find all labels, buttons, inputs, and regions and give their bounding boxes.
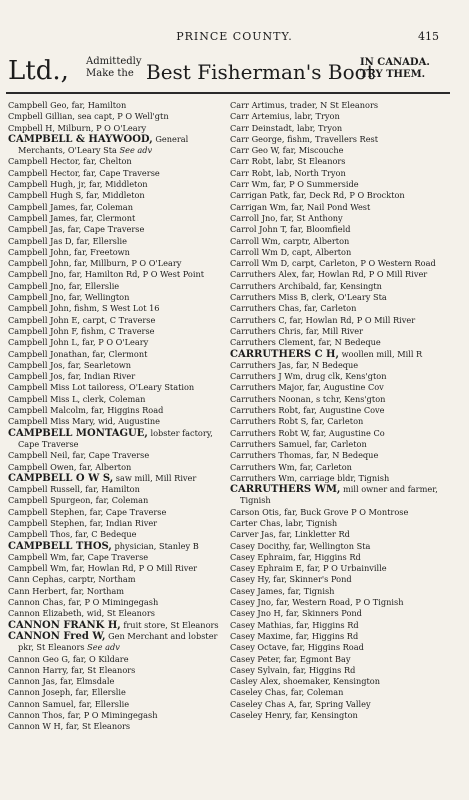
entry-text: Casey Ephraim, far, Higgins Rd	[230, 551, 361, 562]
directory-entry	[230, 484, 444, 507]
entry-text: Gen Merchant and lobster pkr, St Eleanors	[18, 630, 218, 653]
directory-entry	[8, 337, 222, 348]
entry-text: Cannon W H, far, St Eleanors	[8, 721, 131, 732]
entry-text: Carruthers Major, far, Augustine Cov	[230, 382, 384, 393]
entry-text: Carter Chas, labr, Tignish	[230, 517, 338, 528]
directory-entry	[230, 597, 444, 608]
directory-entry	[8, 349, 222, 360]
directory-entry	[230, 710, 444, 721]
entry-name: CARRUTHERS WM,	[230, 484, 341, 496]
directory-entry	[230, 202, 444, 213]
entry-text: Campbell Jas, far, Cape Traverse	[8, 224, 145, 235]
directory-entry	[230, 179, 444, 190]
directory-entry	[8, 224, 222, 235]
entry-text: Carruthers Clement, far, N Bedeque	[230, 337, 381, 348]
entry-text: Carruthers Samuel, far, Carleton	[230, 438, 367, 449]
directory-entry	[8, 518, 222, 529]
directory-entry	[8, 484, 222, 495]
banner-canada-line1: IN CANADA.	[360, 57, 430, 68]
entry-text: physician, Stanley B	[111, 540, 199, 551]
directory-entry	[8, 699, 222, 710]
entry-text: Carrigan Patk, far, Deck Rd, P O Brockton	[230, 190, 405, 201]
directory-entry	[8, 563, 222, 574]
page-number: 415	[418, 30, 439, 43]
entry-text: Carr Artemius, labr, Tryon	[230, 111, 340, 122]
directory-entry	[230, 462, 444, 473]
entry-text: Casley Alex, shoemaker, Kensington	[230, 676, 380, 687]
directory-entry	[230, 269, 444, 280]
entry-text: Cannon Chas, far, P O Mimingegash	[8, 597, 159, 608]
directory-entry	[230, 247, 444, 258]
entry-text: Campbell Jno, far, Wellington	[8, 292, 130, 303]
entry-name: CAMPBELL MONTAGUE,	[8, 427, 148, 439]
entry-text: Campbell John L, far, P O O'Leary	[8, 337, 149, 348]
directory-entry	[8, 202, 222, 213]
entry-text: Carr George, fishm, Travellers Rest	[230, 133, 379, 144]
directory-entry	[8, 236, 222, 247]
right-column	[230, 100, 444, 721]
directory-entry	[8, 473, 222, 484]
entry-text: fruit store, St Eleanors	[120, 619, 219, 630]
entry-text: Casey Jno, far, Western Road, P O Tignish	[230, 597, 404, 608]
entry-name: CAMPBELL O W S,	[8, 472, 114, 484]
entry-text: Carver Jas, far, Linkletter Rd	[230, 529, 350, 540]
entry-text: Casey Octave, far, Higgins Road	[230, 642, 364, 653]
directory-entry	[230, 123, 444, 134]
left-column	[8, 100, 222, 733]
directory-entry	[230, 507, 444, 518]
directory-entry	[8, 416, 222, 427]
directory-entry	[230, 145, 444, 156]
entry-text: Casey Mathias, far, Higgins Rd	[230, 619, 359, 630]
entry-text: Casey Maxime, far, Higgins Rd	[230, 630, 359, 641]
county-title: PRINCE COUNTY.	[176, 30, 293, 43]
directory-entry	[230, 665, 444, 676]
entry-text: Carruthers Chris, far, Mill River	[230, 325, 363, 336]
banner-ltd: Ltd.,	[8, 56, 69, 86]
directory-entry	[230, 382, 444, 393]
directory-entry	[230, 699, 444, 710]
directory-entry	[230, 371, 444, 382]
directory-entry	[230, 642, 444, 653]
entry-text: Carr Robt, labr, St Eleanors	[230, 156, 346, 167]
directory-entry	[8, 462, 222, 473]
entry-text: Campbell Russell, far, Hamilton	[8, 484, 140, 495]
page-header	[0, 30, 469, 46]
directory-entry	[230, 224, 444, 235]
entry-text: mill owner and farmer, Tignish	[240, 484, 438, 506]
entry-text: Campbell Miss Lot tailoress, O'Leary Station	[8, 382, 195, 393]
directory-entry	[230, 563, 444, 574]
directory-entry	[8, 631, 222, 654]
entry-text: Campbell Jos, far, Indian River	[8, 371, 136, 382]
directory-entry	[8, 529, 222, 540]
entry-text: Carr Deinstadt, labr, Tryon	[230, 122, 343, 133]
directory-entry	[8, 303, 222, 314]
entry-text: Cannon Jas, far, Elmsdale	[8, 676, 115, 687]
directory-entry	[8, 495, 222, 506]
entry-text: Carrol John T, far, Bloomfield	[230, 224, 351, 235]
banner-admitted-line2: Make the	[86, 68, 134, 79]
directory-entry	[230, 360, 444, 371]
entry-text: Campbell James, far, Clermont	[8, 212, 136, 223]
directory-entry	[8, 123, 222, 134]
header-rule	[6, 92, 450, 94]
entry-text: woollen mill, Mill R	[338, 348, 423, 359]
directory-entry	[230, 349, 444, 360]
entry-text: Cann Cephas, carptr, Northam	[8, 574, 136, 585]
entry-text: Carruthers Thomas, far, N Bedeque	[230, 450, 379, 461]
directory-entry	[8, 360, 222, 371]
entry-text: Carroll Wm, carptr, Alberton	[230, 235, 350, 246]
directory-entry	[230, 608, 444, 619]
directory-entry	[8, 541, 222, 552]
entry-text: Carruthers Archibald, far, Kensingtn	[230, 280, 382, 291]
entry-name: CAMPBELL THOS,	[8, 540, 112, 552]
directory-entry	[230, 281, 444, 292]
banner-canada-line2: TRY THEM.	[360, 69, 426, 80]
entry-text: Carruthers Robt W, far, Augustine Co	[230, 427, 385, 438]
entry-text: Carr Wm, far, P O Summerside	[230, 179, 359, 190]
entry-text: Cannon Geo G, far, O Kildare	[8, 653, 129, 664]
entry-text: Carr Artimus, trader, N St Eleanors	[230, 100, 379, 110]
directory-entry	[8, 394, 222, 405]
directory-entry	[8, 574, 222, 585]
advertisement-banner	[6, 54, 450, 94]
directory-entry	[8, 450, 222, 461]
directory-entry	[230, 190, 444, 201]
entry-text: Cann Herbert, far, Northam	[8, 585, 125, 596]
directory-entry	[8, 168, 222, 179]
entry-text: Carruthers Robt, far, Augustine Cove	[230, 405, 385, 416]
directory-entry	[8, 405, 222, 416]
directory-entry	[8, 292, 222, 303]
entry-name: CAMPBELL & HAYWOOD,	[8, 133, 153, 145]
entry-text: Campbell James, far, Coleman	[8, 201, 133, 212]
entry-text: Cmpbell Gillian, sea capt, P O Well'gtn	[8, 111, 169, 122]
entry-text: Campbell John, fishm, S West Lot 16	[8, 303, 160, 314]
entry-text: Cannon Samuel, far, Ellerslie	[8, 698, 130, 709]
directory-entry	[230, 631, 444, 642]
directory-entry	[230, 111, 444, 122]
entry-text: Campbell Geo, far, Hamilton	[8, 100, 127, 110]
entry-text: lobster factory, Cape Traverse	[18, 427, 213, 449]
directory-entry	[230, 326, 444, 337]
directory-entry	[8, 428, 222, 451]
entry-text: Casey Docithy, far, Wellington Sta	[230, 540, 371, 551]
entry-text: Carroll Wm D, carpt, Carleton, P O Western Road	[230, 258, 436, 269]
directory-entry	[8, 586, 222, 597]
directory-entry	[230, 552, 444, 563]
directory-entry	[230, 439, 444, 450]
entry-text: General Merchants, O'Leary Sta	[18, 133, 189, 156]
directory-entry	[230, 337, 444, 348]
directory-entry	[230, 156, 444, 167]
entry-name: CANNON Fred W,	[8, 630, 106, 642]
directory-entry	[230, 473, 444, 484]
entry-text: Campbell Neil, far, Cape Traverse	[8, 450, 150, 461]
directory-entry	[8, 247, 222, 258]
entry-text: Campbell Stephen, far, Indian River	[8, 517, 158, 528]
entry-text: Campbell Jos, far, Searletown	[8, 359, 132, 370]
directory-entry	[230, 258, 444, 269]
entry-text: Cannon Harry, far, St Eleanors	[8, 664, 136, 675]
directory-entry	[8, 507, 222, 518]
directory-entry	[8, 608, 222, 619]
entry-text: Carruthers Chas, far, Carleton	[230, 303, 357, 314]
entry-text: Campbell Hugh S, far, Middleton	[8, 190, 145, 201]
entry-text: Casey Sylvain, far, Higgins Rd	[230, 664, 356, 675]
directory-entry	[230, 450, 444, 461]
entry-name: CARRUTHERS C H,	[230, 348, 339, 360]
entry-name: CANNON FRANK H,	[8, 619, 121, 631]
entry-text: Campbell Jno, far, Hamilton Rd, P O West Point	[8, 269, 205, 280]
directory-entry	[8, 326, 222, 337]
directory-entry	[8, 620, 222, 631]
entry-text: Caseley Chas A, far, Spring Valley	[230, 698, 371, 709]
entry-text: Casey Peter, far, Egmont Bay	[230, 653, 351, 664]
entry-text: Carruthers J Wm, drug clk, Kens'gton	[230, 371, 387, 382]
entry-text: Carruthers Miss B, clerk, O'Leary Sta	[230, 292, 387, 303]
directory-entry	[8, 676, 222, 687]
entry-text: Carruthers Noonan, s tchr, Kens'gton	[230, 393, 386, 404]
entry-text: Campbell Owen, far, Alberton	[8, 461, 132, 472]
directory-entry	[230, 654, 444, 665]
entry-text: Campbell Miss Mary, wid, Augustine	[8, 416, 161, 427]
directory-entry	[8, 190, 222, 201]
directory-entry	[230, 303, 444, 314]
directory-entry	[230, 213, 444, 224]
directory-entry	[230, 292, 444, 303]
directory-entry	[8, 134, 222, 157]
entry-text: Cmpbell H, Milburn, P O O'Leary	[8, 122, 147, 133]
entry-text: Cannon Joseph, far, Ellerslie	[8, 687, 126, 698]
directory-entry	[230, 529, 444, 540]
entry-text: Campbell John, far, Millburn, P O O'Leary	[8, 258, 182, 269]
directory-entry	[230, 620, 444, 631]
entry-text: Carr Robt, lab, North Tryon	[230, 167, 346, 178]
entry-text: Carr Geo W, far, Miscouche	[230, 145, 344, 156]
directory-entry	[8, 213, 222, 224]
directory-entry	[230, 168, 444, 179]
directory-entry	[230, 134, 444, 145]
entry-text: Casey James, far, Tignish	[230, 585, 335, 596]
directory-entry	[8, 156, 222, 167]
entry-text: Carson Otis, far, Buck Grove P O Montrose	[230, 506, 409, 517]
directory-entry	[230, 518, 444, 529]
directory-entry	[8, 687, 222, 698]
banner-boot-slogan: Best Fisherman's Boot	[146, 60, 375, 84]
see-adv-note: See adv	[119, 145, 153, 156]
entry-text: Carruthers Alex, far, Howlan Rd, P O Mill River	[230, 269, 428, 280]
directory-entry	[8, 654, 222, 665]
entry-text: Campbell John E, carpt, C Traverse	[8, 314, 156, 325]
directory-entry	[230, 416, 444, 427]
directory-entry	[230, 574, 444, 585]
directory-entry	[230, 394, 444, 405]
entry-text: Campbell Thos, far, C Bedeque	[8, 529, 137, 540]
entry-text: Cannon Thos, far, P O Mimingegash	[8, 710, 158, 721]
directory-entry	[8, 179, 222, 190]
entry-text: Carruthers Wm, carriage bldr, Tignish	[230, 472, 390, 483]
see-adv-note: See adv	[87, 642, 120, 653]
entry-text: Carruthers Jas, far, N Bedeque	[230, 359, 359, 370]
entry-text: Carrigan Wm, far, Nail Pond West	[230, 201, 371, 212]
entry-text: Casey Ephraim E, far, P O Urbainville	[230, 563, 387, 574]
entry-text: Carroll Jno, far, St Anthony	[230, 212, 343, 223]
entry-text: Campbell John F, fishm, C Traverse	[8, 325, 155, 336]
directory-entry	[8, 111, 222, 122]
directory-entry	[8, 269, 222, 280]
directory-entry	[230, 236, 444, 247]
entry-text: Campbell Malcolm, far, Higgins Road	[8, 405, 164, 416]
entry-text: Campbell Jas D, far, Ellerslie	[8, 235, 127, 246]
entry-text: Campbell Hector, far, Chelton	[8, 156, 132, 167]
directory-entry	[8, 100, 222, 111]
directory-entry	[230, 676, 444, 687]
entry-text: Carruthers Wm, far, Carleton	[230, 461, 352, 472]
directory-entry	[230, 586, 444, 597]
directory-entry	[8, 721, 222, 732]
directory-entry	[230, 100, 444, 111]
directory-entry	[8, 665, 222, 676]
entry-text: Casey Hy, far, Skinner's Pond	[230, 574, 352, 585]
entry-text: Campbell Jno, far, Ellerslie	[8, 280, 120, 291]
directory-entry	[230, 405, 444, 416]
directory-entry	[230, 428, 444, 439]
entry-text: Campbell Spurgeon, far, Coleman	[8, 495, 149, 506]
entry-text: Campbell Wm, far, Cape Traverse	[8, 551, 149, 562]
directory-entry	[230, 315, 444, 326]
banner-canada	[360, 57, 430, 81]
entry-text: Campbell John, far, Freetown	[8, 246, 130, 257]
directory-entry	[230, 687, 444, 698]
entry-text: Cannon Elizabeth, wid, St Eleanors	[8, 608, 155, 619]
entry-text: Campbell Hector, far, Cape Traverse	[8, 167, 160, 178]
entry-text: Casey Jno H, far, Skinners Pond	[230, 608, 362, 619]
entry-text: Campbell Stephen, far, Cape Traverse	[8, 506, 167, 517]
entry-text: Caseley Chas, far, Coleman	[230, 687, 344, 698]
entry-text: Carroll Wm D, capt, Alberton	[230, 246, 352, 257]
entry-text: Campbell Miss L, clerk, Coleman	[8, 393, 146, 404]
entry-text: Campbell Wm, far, Howlan Rd, P O Mill River	[8, 563, 198, 574]
directory-entry	[230, 541, 444, 552]
banner-admitted-line1: Admittedly	[86, 56, 142, 67]
directory-entry	[8, 382, 222, 393]
directory-entry	[8, 281, 222, 292]
directory-entry	[8, 258, 222, 269]
directory-entry	[8, 371, 222, 382]
entry-text: Carruthers C, far, Howlan Rd, P O Mill River	[230, 314, 416, 325]
directory-entry	[8, 315, 222, 326]
entry-text: Campbell Hugh, jr, far, Middleton	[8, 179, 148, 190]
entry-text: Carruthers Robt S, far, Carleton	[230, 416, 364, 427]
banner-admittedly	[86, 56, 142, 80]
entry-text: Caseley Henry, far, Kensington	[230, 710, 358, 721]
entry-text: saw mill, Mill River	[113, 472, 197, 483]
directory-entry	[8, 552, 222, 563]
entry-text: Campbell Jonathan, far, Clermont	[8, 348, 148, 359]
directory-entry	[8, 597, 222, 608]
directory-entry	[8, 710, 222, 721]
